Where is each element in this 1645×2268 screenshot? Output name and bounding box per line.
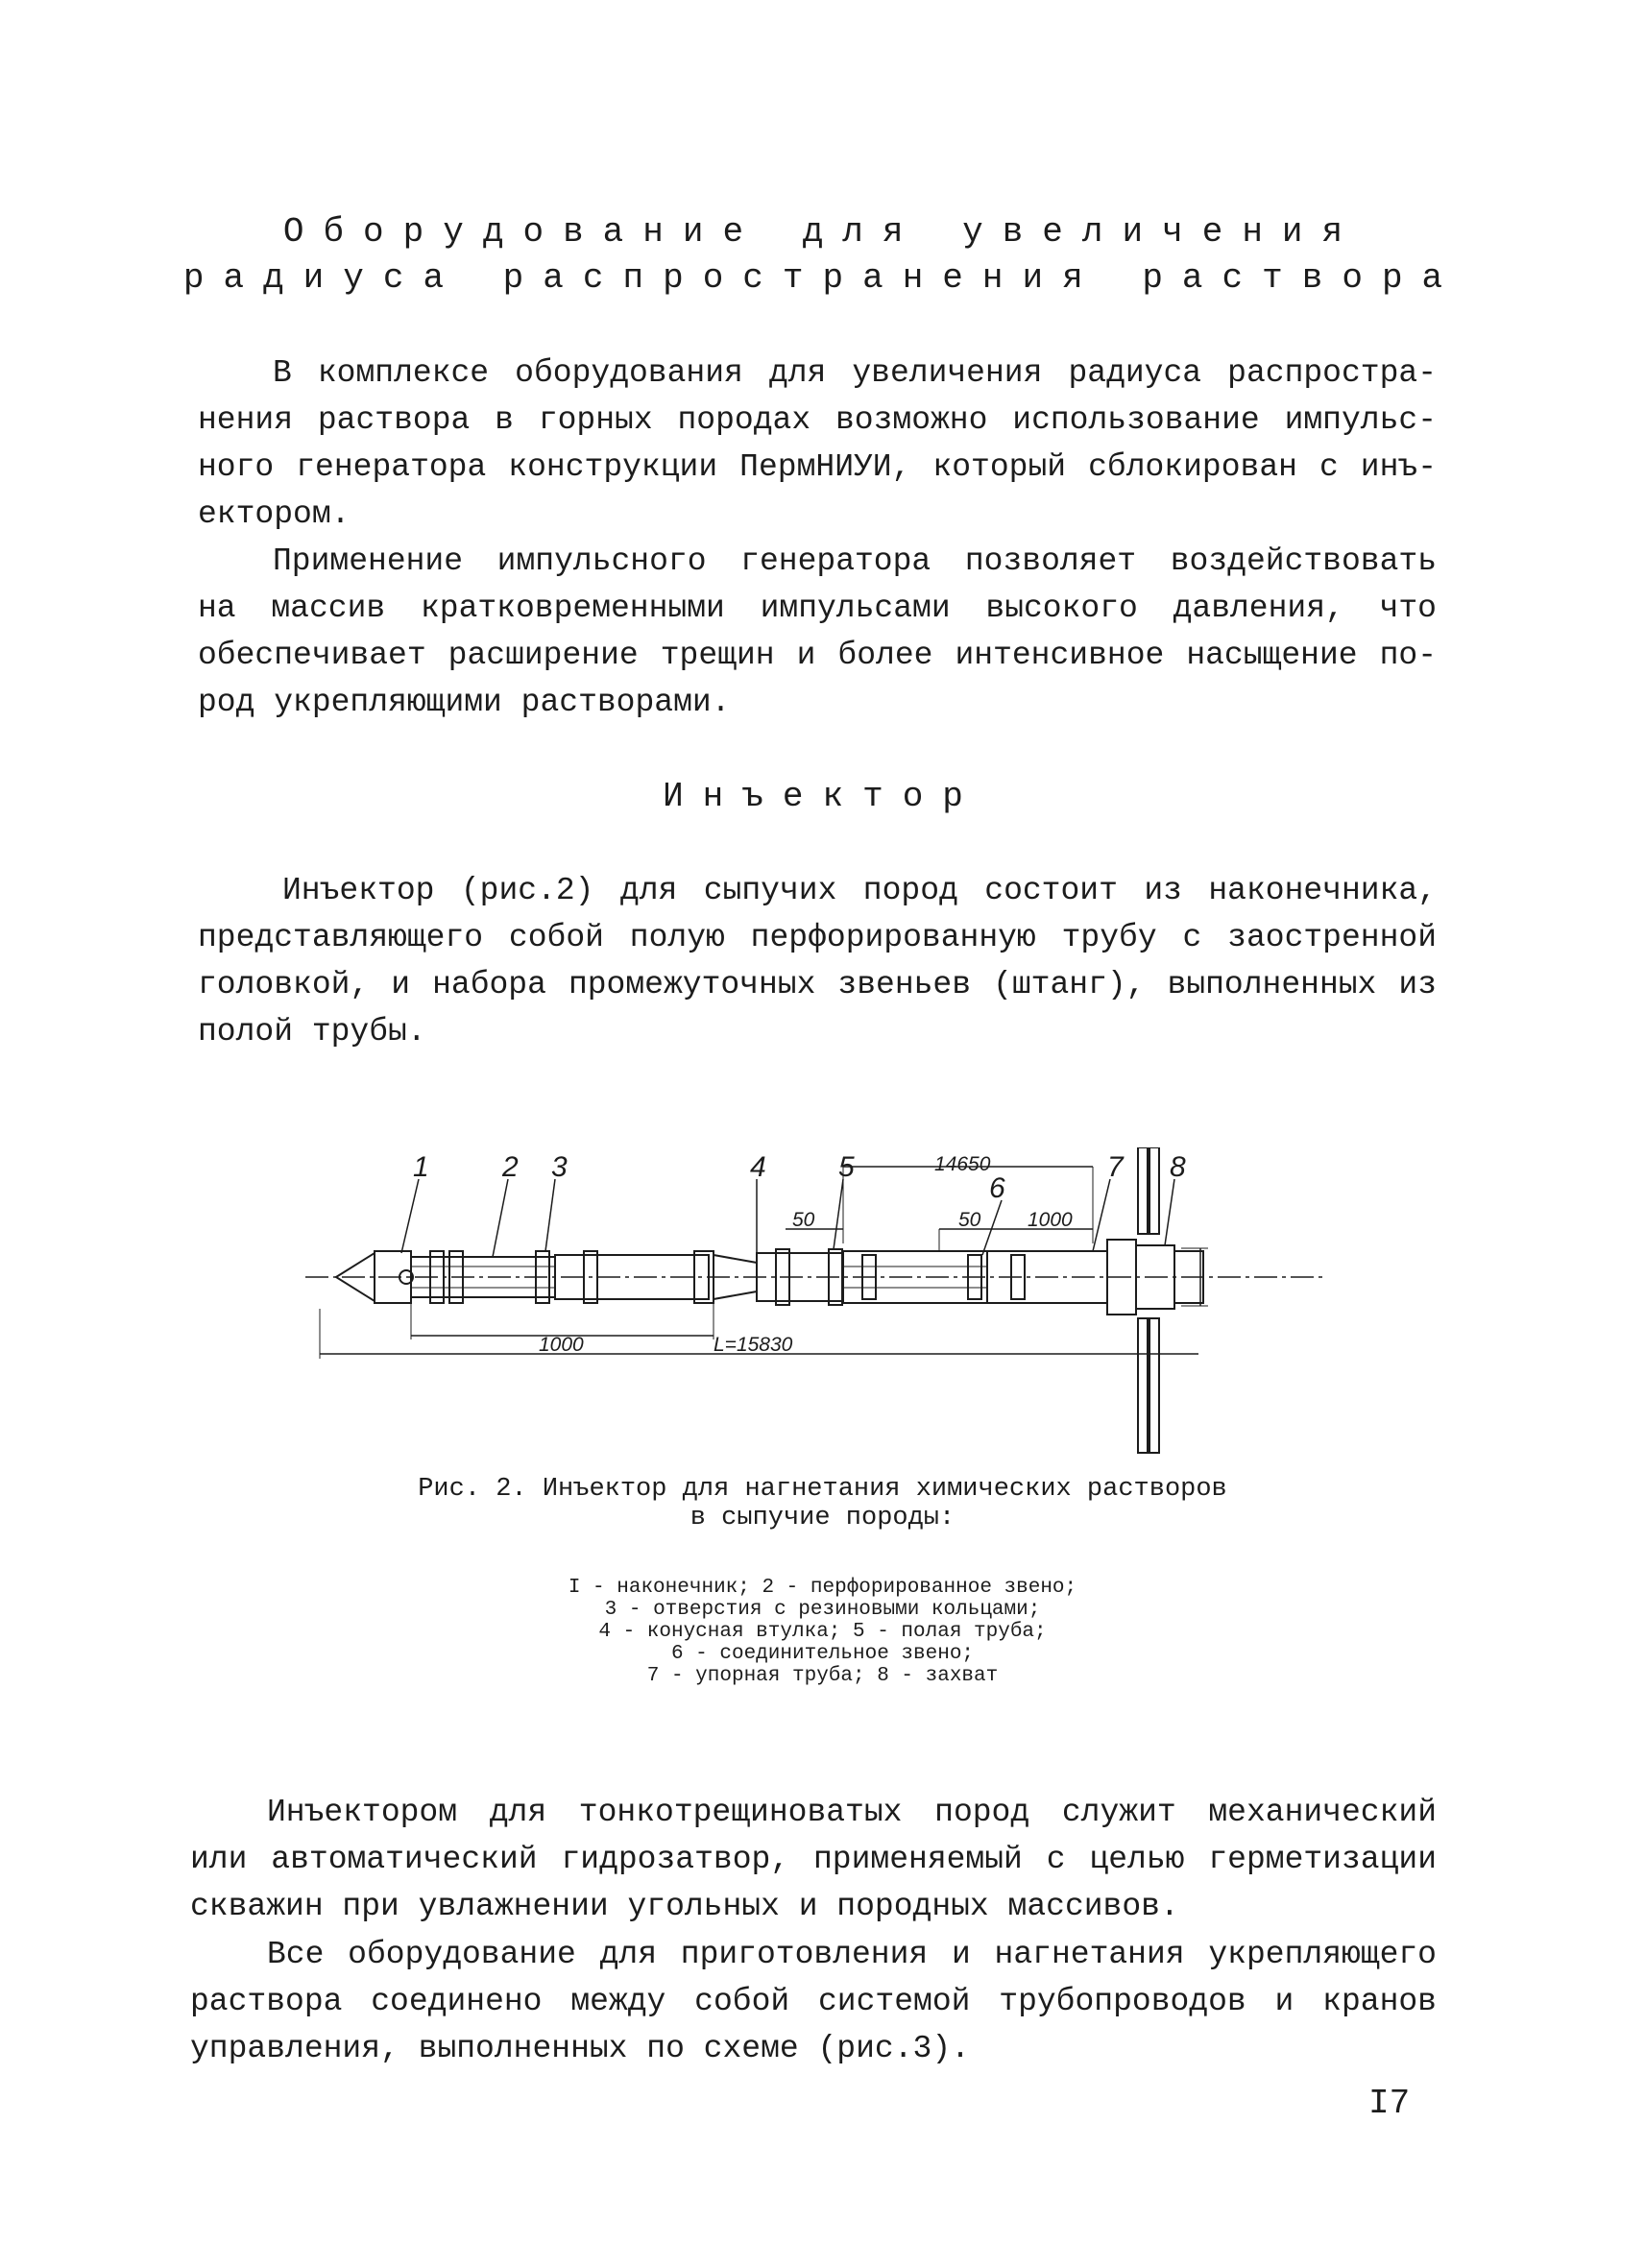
paragraph-line: обеспечивает расширение трещин и более интенсивное насыщение по- — [198, 638, 1437, 673]
label-8: 8 — [1170, 1151, 1186, 1183]
paragraph-line: Все оборудование для приготовления и нагнетания укрепляющего — [267, 1937, 1437, 1972]
injector-drawing — [305, 1147, 1362, 1455]
paragraph-hydrolock — [190, 1789, 1437, 1930]
paragraph-line: полой трубы. — [198, 1014, 426, 1050]
grip-handle-top — [1138, 1147, 1148, 1234]
paragraph-intro — [198, 350, 1437, 538]
dim-1000-bottom: 1000 — [539, 1334, 584, 1356]
legend-line: 7 - упорная труба; 8 - захват — [646, 1665, 999, 1687]
paragraph-line: Инъектором для тонкотрещиноватых пород служит механический — [267, 1795, 1437, 1830]
legend-line: 4 - конусная втулка; 5 - полая труба; — [598, 1621, 1047, 1643]
leader-1 — [401, 1179, 419, 1253]
paragraph-line: управления, выполненных по схеме (рис.3). — [190, 2031, 970, 2066]
paragraph-injector — [198, 867, 1437, 1055]
label-6: 6 — [989, 1172, 1005, 1204]
paragraph-line: ного генератора конструкции ПермНИУИ, который сблокирован с инъ- — [198, 449, 1437, 485]
section-title-line-2: радиуса распространения раствора — [182, 258, 1463, 298]
paragraph-line: раствора соединено между собой системой трубопроводов и кранов — [190, 1984, 1437, 2019]
legend-line: 3 - отверстия с резиновыми кольцами; — [604, 1599, 1041, 1621]
label-5: 5 — [838, 1151, 855, 1183]
label-4: 4 — [750, 1151, 766, 1183]
grip-handle-top — [1149, 1147, 1159, 1234]
leader-8 — [1165, 1179, 1174, 1245]
injector-heading: Инъектор — [663, 777, 982, 816]
figure-caption-line-2: в сыпучие породы: — [689, 1504, 956, 1532]
paragraph-line: ектором. — [198, 496, 351, 532]
dim-length: L=15830 — [714, 1334, 793, 1356]
paragraph-line: представляющего собой полую перфорированную трубу с заостренной — [198, 920, 1437, 955]
paragraph-piping — [190, 1931, 1437, 2072]
paragraph-line: или автоматический гидрозатвор, применяемый с целью герметизации — [190, 1842, 1437, 1877]
dim-50-a: 50 — [792, 1209, 815, 1231]
figure-legend — [0, 1577, 1645, 1687]
grip-handle-bottom — [1149, 1318, 1159, 1453]
label-2: 2 — [502, 1151, 519, 1183]
paragraph-line: Применение импульсного генератора позволяет воздействовать — [273, 543, 1437, 579]
paragraph-line: В комплексе оборудования для увеличения радиуса распростра- — [273, 355, 1437, 391]
leader-5 — [834, 1179, 843, 1249]
injector-diagram-svg — [305, 1147, 1362, 1455]
figure-caption-line-1: Рис. 2. Инъектор для нагнетания химических растворов — [418, 1475, 1227, 1504]
paragraph-line: Инъектор (рис.2) для сыпучих пород состоит из наконечника, — [282, 873, 1437, 908]
paragraph-line: на массив кратковременными импульсами высокого давления, что — [198, 591, 1437, 626]
label-1: 1 — [413, 1151, 429, 1183]
label-3: 3 — [551, 1151, 568, 1183]
dim-50-b: 50 — [958, 1209, 981, 1231]
leader-6 — [982, 1200, 1002, 1255]
legend-line: I - наконечник; 2 - перфорированное звено; — [568, 1577, 1077, 1599]
dim-1000-top: 1000 — [1028, 1209, 1073, 1231]
page-number: I7 — [1368, 2084, 1411, 2123]
paragraph-line: скважин при увлажнении угольных и породных массивов. — [190, 1889, 1179, 1924]
dim-14650: 14650 — [934, 1153, 991, 1175]
grip-handle-bottom — [1138, 1318, 1148, 1453]
section-title-line-1: Оборудование для увеличения — [282, 212, 1363, 252]
leader-3 — [545, 1179, 555, 1251]
leader-2 — [493, 1179, 508, 1257]
legend-line: 6 - соединительное звено; — [670, 1643, 975, 1665]
paragraph-line: нения раствора в горных породах возможно использование импульс- — [198, 402, 1437, 438]
paragraph-line: род укрепляющими растворами. — [198, 685, 731, 720]
paragraph-generator — [198, 538, 1437, 726]
paragraph-line: головкой, и набора промежуточных звеньев (штанг), выполненных из — [198, 967, 1437, 1002]
label-7: 7 — [1107, 1151, 1124, 1183]
